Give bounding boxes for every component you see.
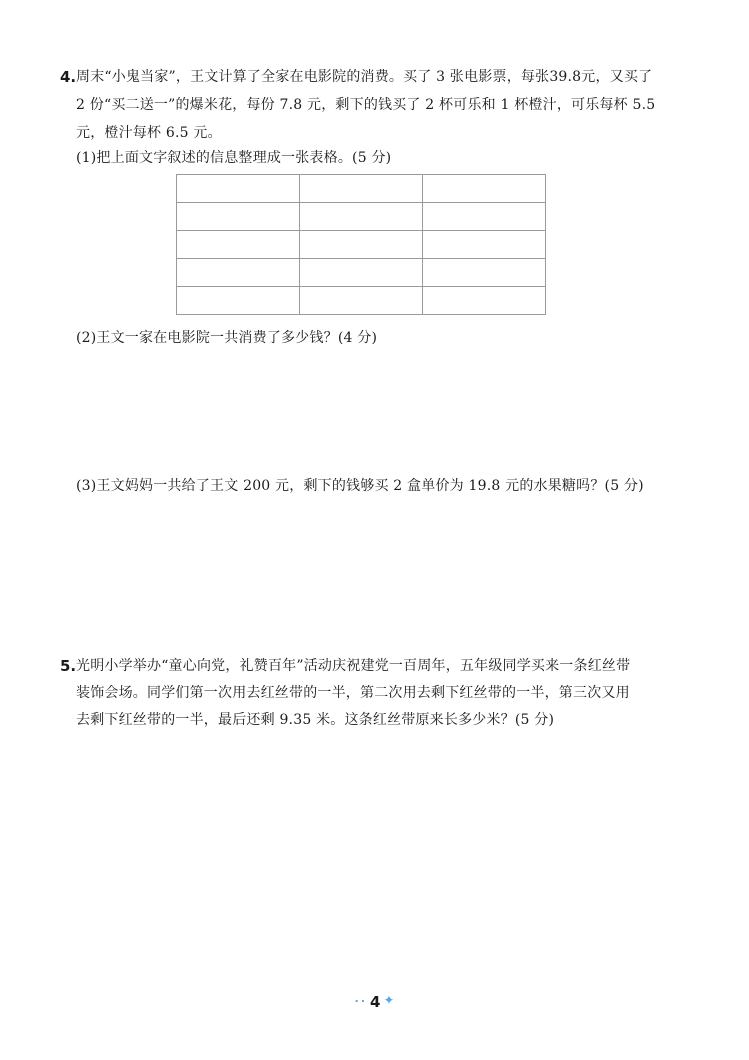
table-cell[interactable]: [177, 203, 300, 231]
table-cell[interactable]: [177, 259, 300, 287]
page-number: 4: [370, 992, 381, 1011]
question-4-sub-2: (2)王文一家在电影院一共消费了多少钱？(4 分): [76, 330, 378, 346]
table-cell[interactable]: [300, 287, 423, 315]
table-cell[interactable]: [423, 259, 546, 287]
question-4-sub-1: (1)把上面文字叙述的信息整理成一张表格。(5 分): [76, 150, 392, 166]
table-cell[interactable]: [423, 287, 546, 315]
question-5-line-2: 装饰会场。同学们第一次用去红丝带的一半，第二次用去剩下红丝带的一半，第三次又用: [76, 685, 630, 701]
question-5-line-1: 光明小学举办“童心向党，礼赞百年”活动庆祝建党一百周年，五年级同学买来一条红丝带: [76, 658, 631, 674]
question-4-number: 4.: [60, 68, 77, 86]
table-cell[interactable]: [300, 231, 423, 259]
table-row: [177, 203, 546, 231]
table-cell[interactable]: [300, 203, 423, 231]
question-5-number: 5.: [60, 657, 77, 675]
table-row: [177, 259, 546, 287]
answer-table[interactable]: [176, 174, 546, 315]
table-cell[interactable]: [300, 259, 423, 287]
table-cell[interactable]: [423, 175, 546, 203]
question-4-line-2: 2 份“买二送一”的爆米花，每份 7.8 元，剩下的钱买了 2 杯可乐和 1 杯橙汁，可乐每杯 5.5: [76, 97, 656, 113]
table-cell[interactable]: [423, 231, 546, 259]
question-4-sub-3: (3)王文妈妈一共给了王文 200 元，剩下的钱够买 2 盒单价为 19.8 元的水果糖吗？(5 分): [76, 478, 644, 494]
table-cell[interactable]: [423, 203, 546, 231]
table-cell[interactable]: [177, 231, 300, 259]
question-4-line-3: 元，橙汁每杯 6.5 元。: [76, 125, 222, 141]
table-cell[interactable]: [177, 175, 300, 203]
star-icon: ✦: [383, 993, 395, 1009]
page-footer: [0, 991, 749, 1012]
table-row: [177, 287, 546, 315]
footer-dots: ··: [354, 994, 367, 1008]
question-5-line-3: 去剩下红丝带的一半，最后还剩 9.35 米。这条红丝带原来长多少米？(5 分): [76, 712, 555, 728]
table-row: [177, 231, 546, 259]
table-cell[interactable]: [300, 175, 423, 203]
table-row: [177, 175, 546, 203]
question-4-line-1: 周末“小鬼当家”，王文计算了全家在电影院的消费。买了 3 张电影票，每张39.8元，又买了: [76, 69, 653, 85]
table-cell[interactable]: [177, 287, 300, 315]
